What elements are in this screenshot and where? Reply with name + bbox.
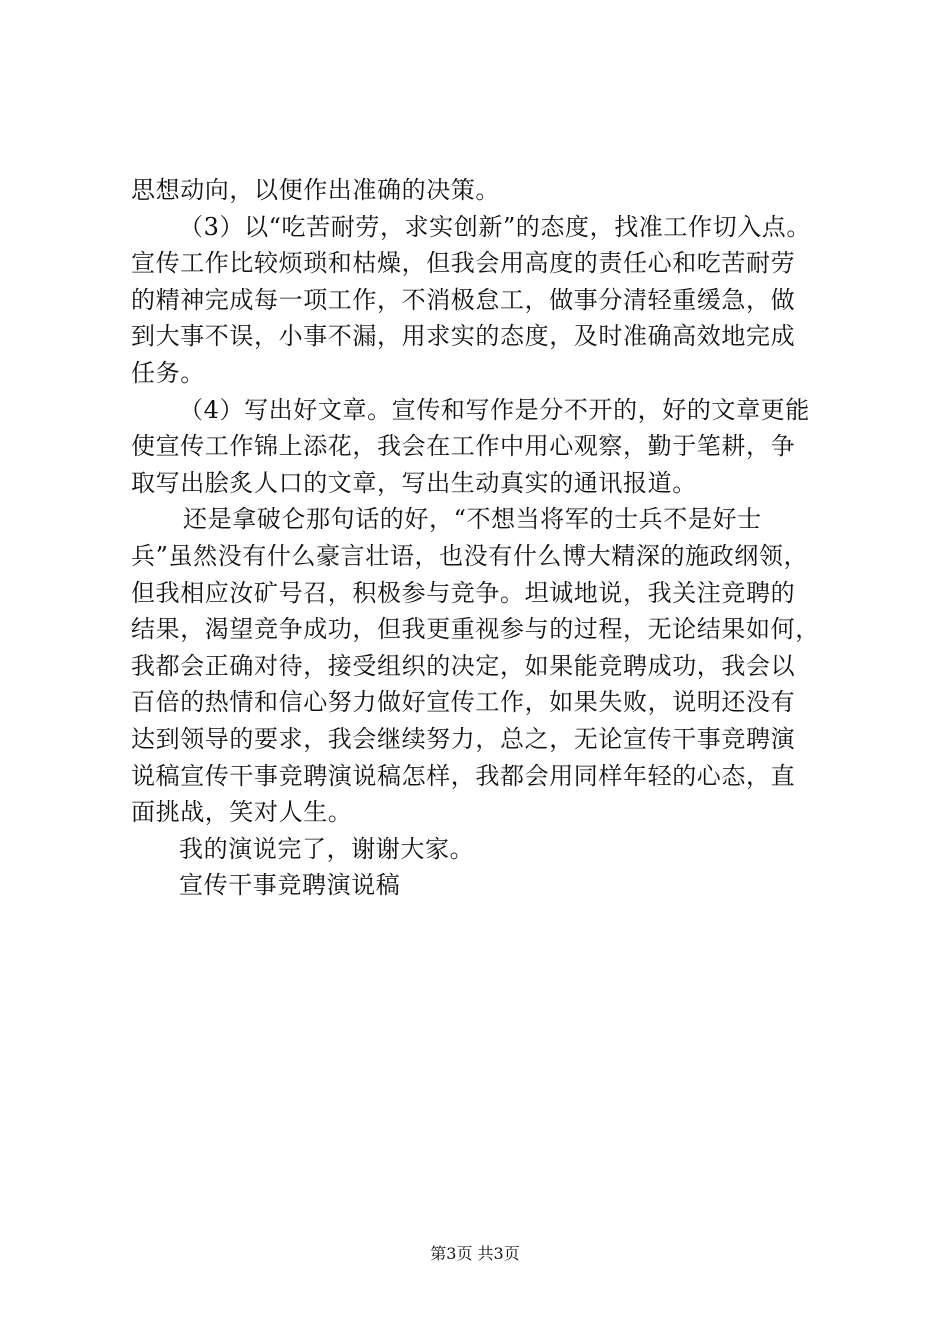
text-line: 思想动向，以便作出准确的决策。 [131,176,500,204]
text-line: 面挑战，笑对人生。 [131,798,353,827]
text-line: 任务。 [131,358,205,387]
text-line: 的精神完成每一项工作，不消极怠工，做事分清轻重缓急，做 [131,285,796,314]
document-body [131,172,831,904]
text-line: 兵”虽然没有什么豪言壮语，也没有什么博大精深的施政纲领， [131,541,809,570]
text-line: 到大事不误，小事不漏，用求实的态度，及时准确高效地完成 [131,322,796,351]
page-footer: 第3页 共3页 [430,1244,520,1263]
text-line: 结果，渴望竞争成功，但我更重视参与的过程，无论结果如何， [131,615,820,644]
text-line: 达到领导的要求，我会继续努力，总之，无论宣传干事竞聘演 [131,724,796,753]
text-line: （4）写出好文章。宣传和写作是分不开的，好的文章更能 [179,395,810,424]
text-line: 但我相应汝矿号召，积极参与竞争。坦诚地说，我关注竞聘的 [131,578,796,607]
text-line: 还是拿破仑那句话的好，“不想当将军的士兵不是好士 [183,505,762,534]
text-line: 我都会正确对待，接受组织的决定，如果能竞聘成功，我会以 [131,651,796,680]
text-line: （3）以“吃苦耐劳，求实创新”的态度，找准工作切入点。 [179,212,812,241]
text-line: 宣传工作比较烦琐和枯燥，但我会用高度的责任心和吃苦耐劳 [131,249,796,278]
text-line: 取写出脍炙人口的文章，写出生动真实的通讯报道。 [131,468,697,497]
text-line: 使宣传工作锦上添花，我会在工作中用心观察，勤于笔耕，争 [131,432,796,461]
text-line: 说稿宣传干事竞聘演说稿怎样，我都会用同样年轻的心态，直 [131,761,796,790]
text-line: 宣传干事竞聘演说稿 [179,871,401,900]
text-line: 我的演说完了，谢谢大家。 [179,834,475,863]
text-line: 百倍的热情和信心努力做好宣传工作，如果失败，说明还没有 [131,688,796,717]
